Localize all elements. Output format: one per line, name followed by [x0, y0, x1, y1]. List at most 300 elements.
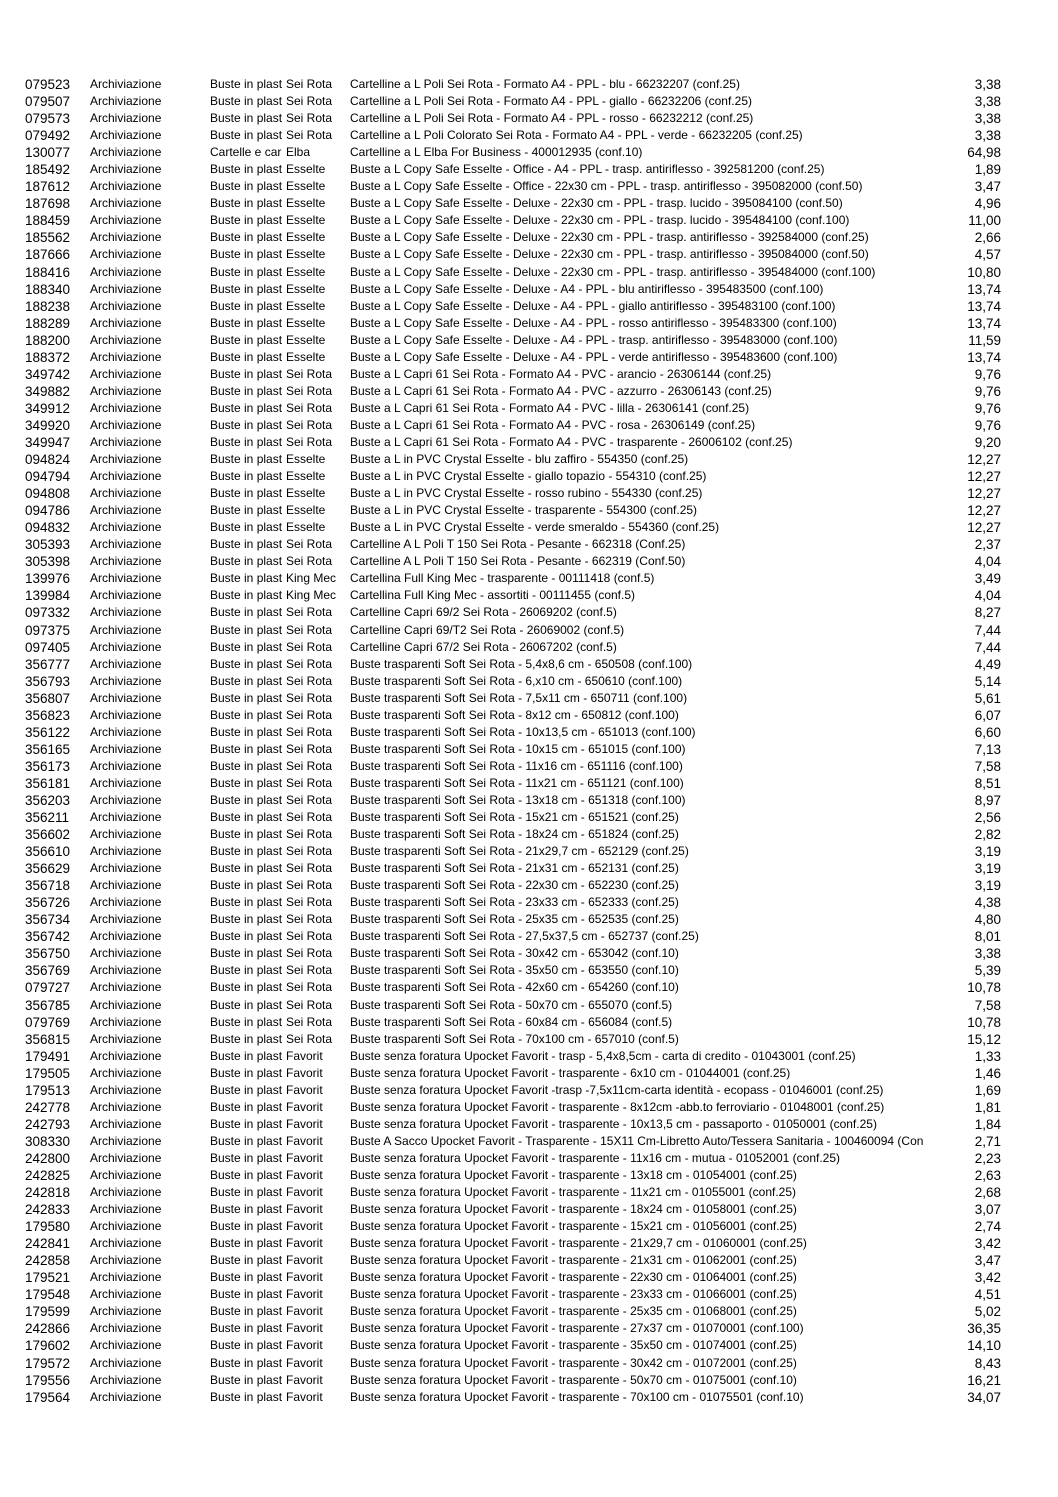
product-code: 079727	[25, 980, 71, 996]
subcategory-cell: Buste in plast	[210, 1304, 283, 1319]
subcategory-cell: Buste in plast	[210, 1099, 283, 1114]
subcategory-cell: Buste in plast	[210, 1253, 283, 1268]
product-code: 188200	[25, 332, 71, 348]
subcategory-cell: Buste in plast	[210, 895, 283, 910]
price-cell: 10,78	[967, 980, 1001, 996]
table-row	[0, 1337, 1058, 1354]
subcategory-cell: Buste in plast	[210, 929, 283, 944]
price-cell: 3,42	[974, 1236, 1001, 1252]
subcategory-cell: Buste in plast	[210, 571, 283, 586]
product-code: 179521	[25, 1270, 71, 1286]
subcategory-cell: Buste in plast	[210, 1048, 283, 1063]
category-cell: Archiviazione	[90, 963, 162, 978]
product-code: 187612	[25, 179, 71, 195]
category-cell: Archiviazione	[90, 588, 162, 603]
table-row	[0, 536, 1058, 553]
subcategory-cell: Buste in plast	[210, 469, 283, 484]
description-cell: Buste a L Copy Safe Esselte - Deluxe - 22x30 cm - PPL - trasp. antiriflesso - 395084000 (conf.50)	[350, 247, 869, 262]
description-cell: Buste trasparenti Soft Sei Rota - 27,5x37,5 cm - 652737 (conf.25)	[350, 929, 699, 944]
brand-cell: Favorit	[286, 1116, 323, 1131]
table-row	[0, 93, 1058, 110]
description-cell: Buste senza foratura Upocket Favorit -trasp -7,5x11cm-carta identità - ecopass - 01046001 (conf.25)	[350, 1082, 884, 1097]
description-cell: Buste a L Copy Safe Esselte - Deluxe - A4 - PPL - verde antiriflesso - 395483600 (conf.100)	[350, 349, 838, 364]
category-cell: Archiviazione	[90, 213, 162, 228]
table-row	[0, 1201, 1058, 1218]
description-cell: Buste trasparenti Soft Sei Rota - 23x33 cm - 652333 (conf.25)	[350, 895, 679, 910]
brand-cell: Esselte	[286, 281, 326, 296]
category-cell: Archiviazione	[90, 844, 162, 859]
price-cell: 8,27	[974, 605, 1001, 621]
category-cell: Archiviazione	[90, 639, 162, 654]
description-cell: Cartelline Capri 69/2 Sei Rota - 26069202 (conf.5)	[350, 605, 617, 620]
brand-cell: Favorit	[286, 1270, 323, 1285]
table-row	[0, 1133, 1058, 1150]
brand-cell: Esselte	[286, 298, 326, 313]
subcategory-cell: Buste in plast	[210, 758, 283, 773]
product-code: 242800	[25, 1150, 71, 1166]
subcategory-cell: Buste in plast	[210, 1338, 283, 1353]
product-code: 188238	[25, 298, 71, 314]
category-cell: Archiviazione	[90, 1287, 162, 1302]
subcategory-cell: Buste in plast	[210, 1355, 283, 1370]
product-code: 079492	[25, 128, 71, 144]
description-cell: Buste trasparenti Soft Sei Rota - 21x31 cm - 652131 (conf.25)	[350, 861, 679, 876]
brand-cell: Sei Rota	[286, 656, 333, 671]
subcategory-cell: Buste in plast	[210, 1372, 283, 1387]
description-cell: Buste a L Copy Safe Esselte - Deluxe - 22x30 cm - PPL - trasp. antiriflesso - 392584000 (conf.25)	[350, 230, 869, 245]
table-row	[0, 894, 1058, 911]
subcategory-cell: Buste in plast	[210, 486, 283, 501]
brand-cell: Esselte	[286, 230, 326, 245]
price-cell: 4,38	[974, 895, 1001, 911]
table-row	[0, 1252, 1058, 1269]
table-row	[0, 400, 1058, 417]
product-code: 079573	[25, 111, 71, 127]
product-code: 187666	[25, 247, 71, 263]
category-cell: Archiviazione	[90, 758, 162, 773]
table-row	[0, 1082, 1058, 1099]
product-code: 179505	[25, 1065, 71, 1081]
product-code: 188340	[25, 281, 71, 297]
category-cell: Archiviazione	[90, 673, 162, 688]
subcategory-cell: Cartelle e car	[210, 145, 282, 160]
price-cell: 1,69	[974, 1082, 1001, 1098]
category-cell: Archiviazione	[90, 997, 162, 1012]
product-code: 349912	[25, 400, 71, 416]
product-code: 356815	[25, 1031, 71, 1047]
product-code: 356211	[25, 810, 70, 826]
product-code: 356602	[25, 827, 71, 843]
brand-cell: Favorit	[286, 1065, 323, 1080]
product-code: 188372	[25, 349, 71, 365]
brand-cell: Favorit	[286, 1304, 323, 1319]
brand-cell: Esselte	[286, 452, 326, 467]
category-cell: Archiviazione	[90, 1116, 162, 1131]
description-cell: Buste trasparenti Soft Sei Rota - 13x18 cm - 651318 (conf.100)	[350, 792, 686, 807]
category-cell: Archiviazione	[90, 486, 162, 501]
description-cell: Buste senza foratura Upocket Favorit - trasparente - 23x33 cm - 01066001 (conf.25)	[350, 1287, 797, 1302]
description-cell: Buste trasparenti Soft Sei Rota - 21x29,7 cm - 652129 (conf.25)	[350, 844, 689, 859]
product-code: 094824	[25, 452, 71, 468]
brand-cell: Sei Rota	[286, 77, 333, 91]
category-cell: Archiviazione	[90, 196, 162, 211]
table-row	[0, 229, 1058, 246]
subcategory-cell: Buste in plast	[210, 1116, 283, 1131]
subcategory-cell: Buste in plast	[210, 1219, 283, 1234]
brand-cell: Sei Rota	[286, 400, 333, 415]
price-cell: 2,56	[974, 810, 1001, 826]
description-cell: Cartelline A L Poli T 150 Sei Rota - Pesante - 662319 (Conf.50)	[350, 554, 686, 569]
table-row	[0, 383, 1058, 400]
brand-cell: Favorit	[286, 1236, 323, 1251]
subcategory-cell: Buste in plast	[210, 452, 283, 467]
description-cell: Buste trasparenti Soft Sei Rota - 35x50 cm - 653550 (conf.10)	[350, 963, 679, 978]
price-cell: 15,12	[967, 1031, 1001, 1047]
product-code: 349947	[25, 434, 71, 450]
product-code: 179564	[25, 1389, 71, 1405]
price-cell: 3,38	[974, 77, 1001, 92]
product-code: 179580	[25, 1219, 71, 1235]
price-cell: 4,04	[974, 588, 1001, 604]
brand-cell: Sei Rota	[286, 94, 333, 109]
description-cell: Buste senza foratura Upocket Favorit - trasparente - 22x30 cm - 01064001 (conf.25)	[350, 1270, 797, 1285]
description-cell: Buste senza foratura Upocket Favorit - trasparente - 35x50 cm - 01074001 (conf.25)	[350, 1338, 797, 1353]
product-code: 356769	[25, 963, 71, 979]
subcategory-cell: Buste in plast	[210, 179, 283, 194]
category-cell: Archiviazione	[90, 861, 162, 876]
category-cell: Archiviazione	[90, 1065, 162, 1080]
brand-cell: Sei Rota	[286, 741, 333, 756]
subcategory-cell: Buste in plast	[210, 1168, 283, 1182]
product-code: 188289	[25, 315, 71, 331]
subcategory-cell: Buste in plast	[210, 861, 283, 876]
table-row	[0, 843, 1058, 860]
brand-cell: Sei Rota	[286, 554, 333, 569]
product-code: 242793	[25, 1116, 71, 1132]
brand-cell: Esselte	[286, 196, 326, 211]
table-row	[0, 690, 1058, 707]
table-row	[0, 775, 1058, 792]
product-code: 179602	[25, 1338, 71, 1354]
subcategory-cell: Buste in plast	[210, 281, 283, 296]
price-cell: 5,02	[974, 1304, 1001, 1320]
price-cell: 2,68	[974, 1185, 1001, 1201]
product-code: 097375	[25, 622, 71, 638]
price-cell: 3,49	[974, 571, 1001, 587]
brand-cell: Sei Rota	[286, 980, 333, 995]
brand-cell: Sei Rota	[286, 383, 333, 398]
price-cell: 6,60	[974, 724, 1001, 740]
price-cell: 3,07	[974, 1202, 1001, 1218]
category-cell: Archiviazione	[90, 741, 162, 756]
price-cell: 2,74	[974, 1219, 1001, 1235]
table-row	[0, 212, 1058, 229]
price-cell: 1,33	[974, 1048, 1001, 1064]
description-cell: Buste a L Copy Safe Esselte - Deluxe - A4 - PPL - blu antiriflesso - 395483500 (conf.100)	[350, 281, 824, 296]
price-cell: 9,76	[974, 366, 1001, 382]
product-code: 308330	[25, 1133, 71, 1149]
brand-cell: Sei Rota	[286, 417, 333, 432]
category-cell: Archiviazione	[90, 383, 162, 398]
description-cell: Buste a L Copy Safe Esselte - Deluxe - 22x30 cm - PPL - trasp. lucido - 395484100 (conf.100)	[350, 213, 850, 228]
subcategory-cell: Buste in plast	[210, 503, 283, 518]
category-cell: Archiviazione	[90, 690, 162, 705]
category-cell: Archiviazione	[90, 605, 162, 620]
product-code: 097332	[25, 605, 71, 621]
product-code: 242841	[25, 1236, 71, 1252]
description-cell: Buste a L Capri 61 Sei Rota - Formato A4 - PVC - arancio - 26306144 (conf.25)	[350, 366, 772, 381]
product-code: 305393	[25, 537, 71, 553]
category-cell: Archiviazione	[90, 571, 162, 586]
description-cell: Buste trasparenti Soft Sei Rota - 10x15 cm - 651015 (conf.100)	[350, 741, 686, 756]
table-row	[0, 127, 1058, 144]
category-cell: Archiviazione	[90, 946, 162, 961]
brand-cell: Favorit	[286, 1219, 323, 1234]
category-cell: Archiviazione	[90, 179, 162, 194]
price-cell: 3,19	[974, 878, 1001, 894]
product-code: 356629	[25, 861, 71, 877]
price-cell: 7,13	[974, 741, 1001, 757]
category-cell: Archiviazione	[90, 827, 162, 842]
price-cell: 34,07	[967, 1389, 1001, 1405]
product-code: 356734	[25, 912, 71, 928]
table-row	[0, 656, 1058, 673]
price-cell: 3,19	[974, 861, 1001, 877]
category-cell: Archiviazione	[90, 980, 162, 995]
description-cell: Buste senza foratura Upocket Favorit - trasparente - 25x35 cm - 01068001 (conf.25)	[350, 1304, 797, 1319]
subcategory-cell: Buste in plast	[210, 1287, 283, 1302]
category-cell: Archiviazione	[90, 929, 162, 944]
brand-cell: Sei Rota	[286, 878, 333, 893]
brand-cell: Favorit	[286, 1372, 323, 1387]
product-code: 356726	[25, 895, 71, 911]
table-row	[0, 451, 1058, 468]
table-row	[0, 246, 1058, 263]
brand-cell: Sei Rota	[286, 1031, 333, 1046]
description-cell: Buste trasparenti Soft Sei Rota - 42x60 cm - 654260 (conf.10)	[350, 980, 679, 995]
product-code: 349742	[25, 366, 71, 382]
description-cell: Buste senza foratura Upocket Favorit - trasparente - 10x13,5 cm - passaporto - 01050001 (conf.25)	[350, 1116, 877, 1131]
brand-cell: Sei Rota	[286, 844, 333, 859]
subcategory-cell: Buste in plast	[210, 1133, 283, 1148]
product-code: 242858	[25, 1253, 71, 1269]
brand-cell: Favorit	[286, 1253, 323, 1268]
table-row	[0, 1218, 1058, 1235]
subcategory-cell: Buste in plast	[210, 1031, 283, 1046]
price-cell: 13,74	[967, 349, 1001, 365]
table-row	[0, 76, 1058, 93]
description-cell: Cartelline a L Elba For Business - 400012935 (conf.10)	[350, 145, 643, 160]
brand-cell: Sei Rota	[286, 1014, 333, 1029]
price-cell: 4,80	[974, 912, 1001, 928]
table-row	[0, 758, 1058, 775]
subcategory-cell: Buste in plast	[210, 1321, 283, 1336]
product-code: 349920	[25, 417, 71, 433]
category-cell: Archiviazione	[90, 622, 162, 637]
price-cell: 2,66	[974, 230, 1001, 246]
category-cell: Archiviazione	[90, 247, 162, 262]
description-cell: Buste trasparenti Soft Sei Rota - 5,4x8,6 cm - 650508 (conf.100)	[350, 656, 693, 671]
description-cell: Buste trasparenti Soft Sei Rota - 18x24 cm - 651824 (conf.25)	[350, 827, 679, 842]
subcategory-cell: Buste in plast	[210, 980, 283, 995]
category-cell: Archiviazione	[90, 434, 162, 449]
subcategory-cell: Buste in plast	[210, 230, 283, 245]
subcategory-cell: Buste in plast	[210, 366, 283, 381]
description-cell: Buste senza foratura Upocket Favorit - trasparente - 70x100 cm - 01075501 (conf.10)	[350, 1389, 804, 1404]
table-row	[0, 1150, 1058, 1167]
price-cell: 5,61	[974, 690, 1001, 706]
subcategory-cell: Buste in plast	[210, 128, 283, 143]
product-code: 185562	[25, 230, 71, 246]
product-code: 356173	[25, 758, 71, 774]
subcategory-cell: Buste in plast	[210, 537, 283, 552]
product-code: 356718	[25, 878, 71, 894]
description-cell: Buste a L Capri 61 Sei Rota - Formato A4 - PVC - lilla - 26306141 (conf.25)	[350, 400, 750, 415]
table-row	[0, 1320, 1058, 1337]
price-cell: 3,19	[974, 844, 1001, 860]
description-cell: Buste trasparenti Soft Sei Rota - 8x12 cm - 650812 (conf.100)	[350, 707, 679, 722]
product-code: 130077	[25, 145, 71, 161]
price-cell: 12,27	[967, 520, 1001, 536]
brand-cell: Sei Rota	[286, 946, 333, 961]
price-cell: 3,38	[974, 111, 1001, 127]
brand-cell: Esselte	[286, 503, 326, 518]
price-cell: 10,80	[967, 264, 1001, 280]
product-code: 188416	[25, 264, 71, 280]
brand-cell: Sei Rota	[286, 827, 333, 842]
table-row	[0, 1389, 1058, 1406]
table-row	[0, 570, 1058, 587]
brand-cell: Sei Rota	[286, 639, 333, 654]
subcategory-cell: Buste in plast	[210, 912, 283, 927]
description-cell: Buste trasparenti Soft Sei Rota - 15x21 cm - 651521 (conf.25)	[350, 810, 679, 825]
table-row	[0, 144, 1058, 161]
description-cell: Buste a L Copy Safe Esselte - Office - 22x30 cm - PPL - trasp. antiriflesso - 395082000 (conf.50)	[350, 179, 863, 194]
category-cell: Archiviazione	[90, 503, 162, 518]
subcategory-cell: Buste in plast	[210, 844, 283, 859]
subcategory-cell: Buste in plast	[210, 1236, 283, 1251]
price-cell: 2,23	[974, 1150, 1001, 1166]
price-cell: 2,37	[974, 537, 1001, 553]
description-cell: Buste trasparenti Soft Sei Rota - 11x21 cm - 651121 (conf.100)	[350, 775, 684, 790]
description-cell: Buste a L Copy Safe Esselte - Deluxe - 22x30 cm - PPL - trasp. lucido - 395084100 (conf.50)	[350, 196, 843, 211]
brand-cell: Elba	[286, 145, 311, 160]
brand-cell: Sei Rota	[286, 912, 333, 927]
product-code: 356203	[25, 792, 71, 808]
category-cell: Archiviazione	[90, 1389, 162, 1404]
category-cell: Archiviazione	[90, 1082, 162, 1097]
table-row	[0, 1116, 1058, 1133]
subcategory-cell: Buste in plast	[210, 639, 283, 654]
brand-cell: Esselte	[286, 469, 326, 484]
category-cell: Archiviazione	[90, 707, 162, 722]
category-cell: Archiviazione	[90, 1185, 162, 1200]
price-cell: 8,01	[974, 929, 1001, 945]
table-row	[0, 1014, 1058, 1031]
description-cell: Buste trasparenti Soft Sei Rota - 70x100 cm - 657010 (conf.5)	[350, 1031, 679, 1046]
table-row	[0, 502, 1058, 519]
brand-cell: Esselte	[286, 486, 326, 501]
price-cell: 5,39	[974, 963, 1001, 979]
subcategory-cell: Buste in plast	[210, 213, 283, 228]
table-row	[0, 264, 1058, 281]
table-row	[0, 741, 1058, 758]
price-cell: 7,58	[974, 758, 1001, 774]
description-cell: Cartellina Full King Mec - trasparente - 00111418 (conf.5)	[350, 571, 655, 586]
category-cell: Archiviazione	[90, 1031, 162, 1046]
description-cell: Cartelline a L Poli Sei Rota - Formato A4 - PPL - giallo - 66232206 (conf.25)	[350, 94, 752, 109]
table-row	[0, 485, 1058, 502]
brand-cell: Sei Rota	[286, 673, 333, 688]
subcategory-cell: Buste in plast	[210, 1185, 283, 1200]
table-row	[0, 622, 1058, 639]
description-cell: Cartelline A L Poli T 150 Sei Rota - Pesante - 662318 (Conf.25)	[350, 537, 686, 552]
category-cell: Archiviazione	[90, 656, 162, 671]
category-cell: Archiviazione	[90, 366, 162, 381]
brand-cell: Esselte	[286, 247, 326, 262]
table-row	[0, 1286, 1058, 1303]
brand-cell: Sei Rota	[286, 895, 333, 910]
price-cell: 16,21	[967, 1372, 1001, 1388]
subcategory-cell: Buste in plast	[210, 1389, 283, 1404]
brand-cell: Favorit	[286, 1133, 323, 1148]
table-row	[0, 945, 1058, 962]
price-cell: 3,38	[974, 946, 1001, 962]
subcategory-cell: Buste in plast	[210, 1065, 283, 1080]
product-code: 179491	[25, 1048, 71, 1064]
description-cell: Buste a L Copy Safe Esselte - Deluxe - A4 - PPL - rosso antiriflesso - 395483300 (conf.100)	[350, 315, 837, 330]
product-code: 179599	[25, 1304, 71, 1320]
category-cell: Archiviazione	[90, 94, 162, 109]
brand-cell: Sei Rota	[286, 775, 333, 790]
subcategory-cell: Buste in plast	[210, 741, 283, 756]
price-cell: 8,51	[974, 775, 1001, 791]
category-cell: Archiviazione	[90, 1270, 162, 1285]
description-cell: Buste a L Capri 61 Sei Rota - Formato A4 - PVC - trasparente - 26006102 (conf.25)	[350, 434, 793, 449]
category-cell: Archiviazione	[90, 724, 162, 739]
product-code: 356793	[25, 673, 71, 689]
price-cell: 10,78	[967, 1014, 1001, 1030]
subcategory-cell: Buste in plast	[210, 588, 283, 603]
brand-cell: Favorit	[286, 1321, 323, 1336]
table-row	[0, 519, 1058, 536]
brand-cell: Sei Rota	[286, 707, 333, 722]
table-row	[0, 417, 1058, 434]
price-cell: 1,89	[974, 162, 1001, 178]
description-cell: Buste a L Copy Safe Esselte - Office - A4 - PPL - trasp. antiriflesso - 392581200 (conf.25)	[350, 162, 825, 177]
brand-cell: Favorit	[286, 1099, 323, 1114]
brand-cell: Favorit	[286, 1082, 323, 1097]
subcategory-cell: Buste in plast	[210, 1270, 283, 1285]
product-code: 079523	[25, 77, 71, 92]
description-cell: Buste trasparenti Soft Sei Rota - 7,5x11 cm - 650711 (conf.100)	[350, 690, 688, 705]
table-row	[0, 962, 1058, 979]
price-cell: 12,27	[967, 503, 1001, 519]
category-cell: Archiviazione	[90, 1133, 162, 1148]
description-cell: Buste senza foratura Upocket Favorit - trasparente - 11x16 cm - mutua - 01052001 (conf.25)	[350, 1150, 841, 1165]
brand-cell: Sei Rota	[286, 997, 333, 1012]
description-cell: Buste A Sacco Upocket Favorit - Trasparente - 15X11 Cm-Libretto Auto/Tessera Sanitaria - 100460094 (Con	[350, 1133, 924, 1148]
description-cell: Buste senza foratura Upocket Favorit - trasparente - 6x10 cm - 01044001 (conf.25)	[350, 1065, 791, 1080]
price-cell: 3,38	[974, 128, 1001, 144]
product-code: 242866	[25, 1321, 71, 1337]
category-cell: Archiviazione	[90, 554, 162, 569]
category-cell: Archiviazione	[90, 230, 162, 245]
price-cell: 12,27	[967, 486, 1001, 502]
product-code: 356807	[25, 690, 71, 706]
product-code: 242833	[25, 1202, 71, 1218]
product-code: 242778	[25, 1099, 71, 1115]
